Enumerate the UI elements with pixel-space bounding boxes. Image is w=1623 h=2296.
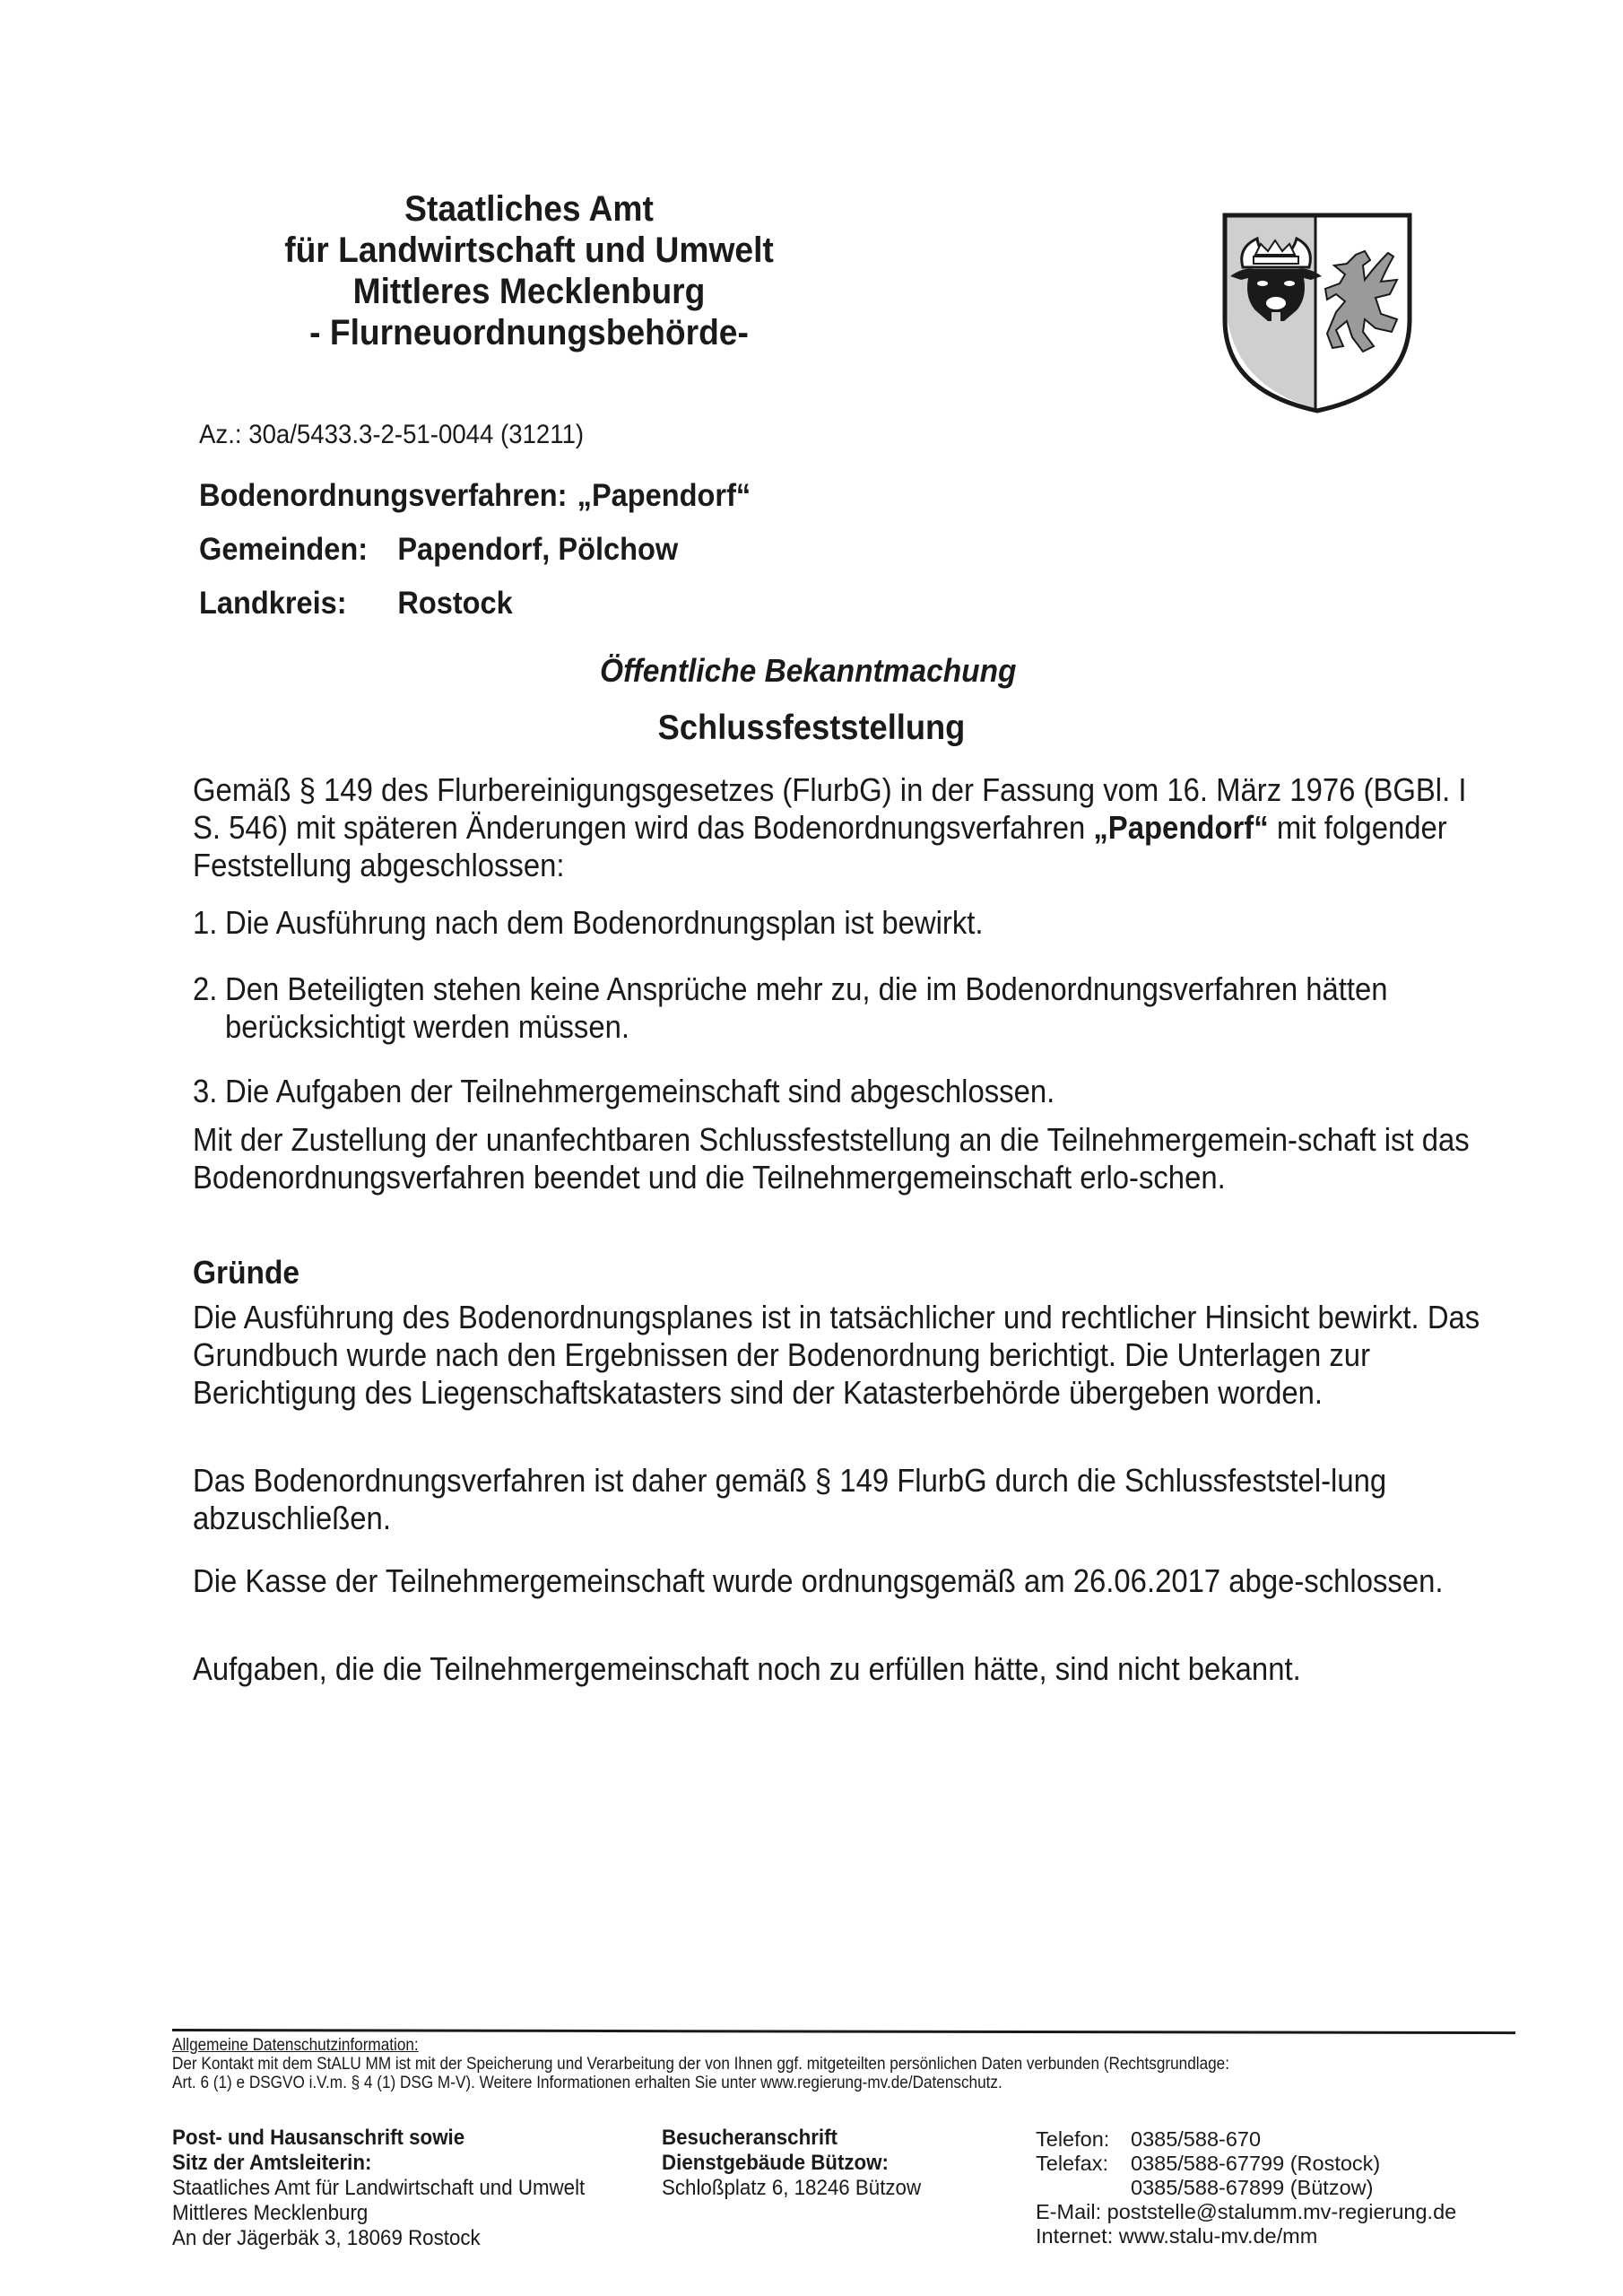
fax-row (1036, 2176, 1456, 2200)
procedure-name: „Papendorf“ (1093, 809, 1269, 846)
authority-name-line: für Landwirtschaft und Umwelt (284, 230, 774, 270)
reasons-paragraph: Die Ausführung des Bodenordnungsplanes ist in tatsächlicher und rechtlicher Hinsicht bewirkt. Das Grundbuch wurde nach den Ergebnissen der Bodenordnung berichtigt. Die Unterlagen zur Berichtigung des Liegenschaftskatasters sind der Katasterbehörde übergeben worden. (193, 1299, 1480, 1411)
web-label: Internet: (1036, 2224, 1114, 2248)
authority-name (238, 188, 821, 353)
web-row (1036, 2224, 1456, 2248)
postal-line: An der Jägerbäk 3, 18069 Rostock (172, 2226, 481, 2250)
district-row (199, 586, 751, 639)
privacy-text: Der Kontakt mit dem StALU MM ist mit der Speicherung und Verarbeitung der von Ihnen ggf. mitgeteilten persönlichen Daten verbunden (Rechtsgrundlage: (172, 2054, 1229, 2074)
postal-heading: Sitz der Amtsleiterin: (172, 2151, 372, 2175)
reasons-paragraph: Das Bodenordnungsverfahren ist daher gemäß § 149 FlurbG durch die Schlussfeststel-lung abzuschließen. (193, 1462, 1387, 1536)
authority-name-line: Staatliches Amt (404, 189, 654, 229)
visitor-address (662, 2126, 921, 2201)
fax-label: Telefax: (1036, 2152, 1108, 2175)
phone-row (1036, 2127, 1456, 2152)
coat-of-arms-icon (1221, 212, 1413, 414)
municipalities-value: Papendorf, Pölchow (397, 532, 679, 567)
finding-item (193, 970, 1516, 1046)
phone-label: Telefon: (1036, 2127, 1110, 2151)
visitor-line: Schloßplatz 6, 18246 Bützow (662, 2176, 922, 2200)
authority-name-line: Mittleres Mecklenburg (352, 272, 706, 311)
municipalities-row (199, 532, 751, 586)
authority-department: - Flurneuordnungsbehörde- (309, 313, 749, 352)
procedure-details (199, 478, 751, 639)
privacy-heading: Allgemeine Datenschutzinformation: (172, 2035, 419, 2055)
finding-item (193, 1073, 1460, 1110)
phone-value: 0385/588-670 (1131, 2127, 1262, 2151)
postal-line: Staatliches Amt für Landwirtschaft und Umwelt (172, 2176, 586, 2200)
fax-row (1036, 2152, 1456, 2176)
finding-text: Den Beteiligten stehen keine Ansprüche mehr zu, die im Bodenordnungsverfahren hätten berücksichtigt werden müssen. (225, 970, 1388, 1045)
finding-number: 2. (193, 970, 218, 1007)
privacy-notice (172, 2036, 1514, 2092)
fax-value: 0385/588-67799 (Rostock) (1131, 2152, 1381, 2175)
finding-text: Die Aufgaben der Teilnehmergemeinschaft sind abgeschlossen. (225, 1073, 1055, 1109)
finding-text: Die Ausführung nach dem Bodenordnungsplan ist bewirkt. (225, 904, 984, 941)
main-title: Schlussfeststellung (657, 709, 966, 747)
district-value: Rostock (397, 586, 513, 621)
footer-divider (172, 2029, 1515, 2034)
intro-text-end: mit folgender Feststellung abgeschlossen: (193, 809, 1447, 883)
procedure-row (199, 478, 751, 532)
reasons-heading: Gründe (193, 1254, 300, 1291)
notice-title-text: Öffentliche Bekanntmachung (600, 652, 1017, 689)
procedure-value: „Papendorf“ (577, 478, 751, 513)
intro-text: Gemäß § 149 des Flurbereinigungsgesetzes (FlurbG) in der Fassung vom 16. März 1976 (BGBl. I S. 546) mit späteren Änderungen wird das Bodenordnungsverfahren (193, 771, 1467, 846)
finding-number: 3. (193, 1073, 218, 1109)
privacy-text: Art. 6 (1) e DSGVO i.V.m. § 4 (1) DSG M-V). Weitere Informationen erhalten Sie unter www.regierung-mv.de/Datenschutz. (172, 2073, 1002, 2092)
email-label: E-Mail: (1036, 2200, 1102, 2223)
email-row (1036, 2200, 1456, 2224)
notice-title (56, 652, 1566, 690)
postal-heading: Post- und Hausanschrift sowie (172, 2126, 465, 2150)
finding-item (193, 904, 1460, 942)
visitor-heading: Besucheranschrift (662, 2126, 838, 2150)
postal-line: Mittleres Mecklenburg (172, 2201, 369, 2225)
finding-number: 1. (193, 904, 218, 941)
reasons-paragraph: Aufgaben, die die Teilnehmergemeinschaft noch zu erfüllen hätte, sind nicht bekannt. (193, 1650, 1301, 1687)
file-reference: Az.: 30a/5433.3-2-51-0044 (31211) (199, 420, 585, 449)
reasons-paragraph: Die Kasse der Teilnehmergemeinschaft wurde ordnungsgemäß am 26.06.2017 abge-schlossen. (193, 1562, 1444, 1599)
procedure-label: Bodenordnungsverfahren: (199, 478, 568, 513)
fax-label-spacer (1036, 2176, 1131, 2200)
municipalities-label: Gemeinden: (199, 532, 369, 567)
fax-value: 0385/588-67899 (Bützow) (1131, 2176, 1374, 2199)
visitor-heading: Dienstgebäude Bützow: (662, 2151, 889, 2175)
closing-paragraph: Mit der Zustellung der unanfechtbaren Schlussfeststellung an die Teilnehmergemein-schaft ist das Bodenordnungsverfahren beendet und die Teilnehmergemeinschaft erlo-schen. (193, 1121, 1470, 1196)
postal-address (172, 2126, 585, 2251)
district-label: Landkreis: (199, 586, 347, 621)
contact-info (1036, 2127, 1456, 2248)
intro-paragraph (193, 771, 1468, 884)
web-link[interactable]: www.stalu-mv.de/mm (1118, 2224, 1318, 2248)
email-link[interactable]: poststelle@stalumm.mv-regierung.de (1107, 2200, 1457, 2223)
